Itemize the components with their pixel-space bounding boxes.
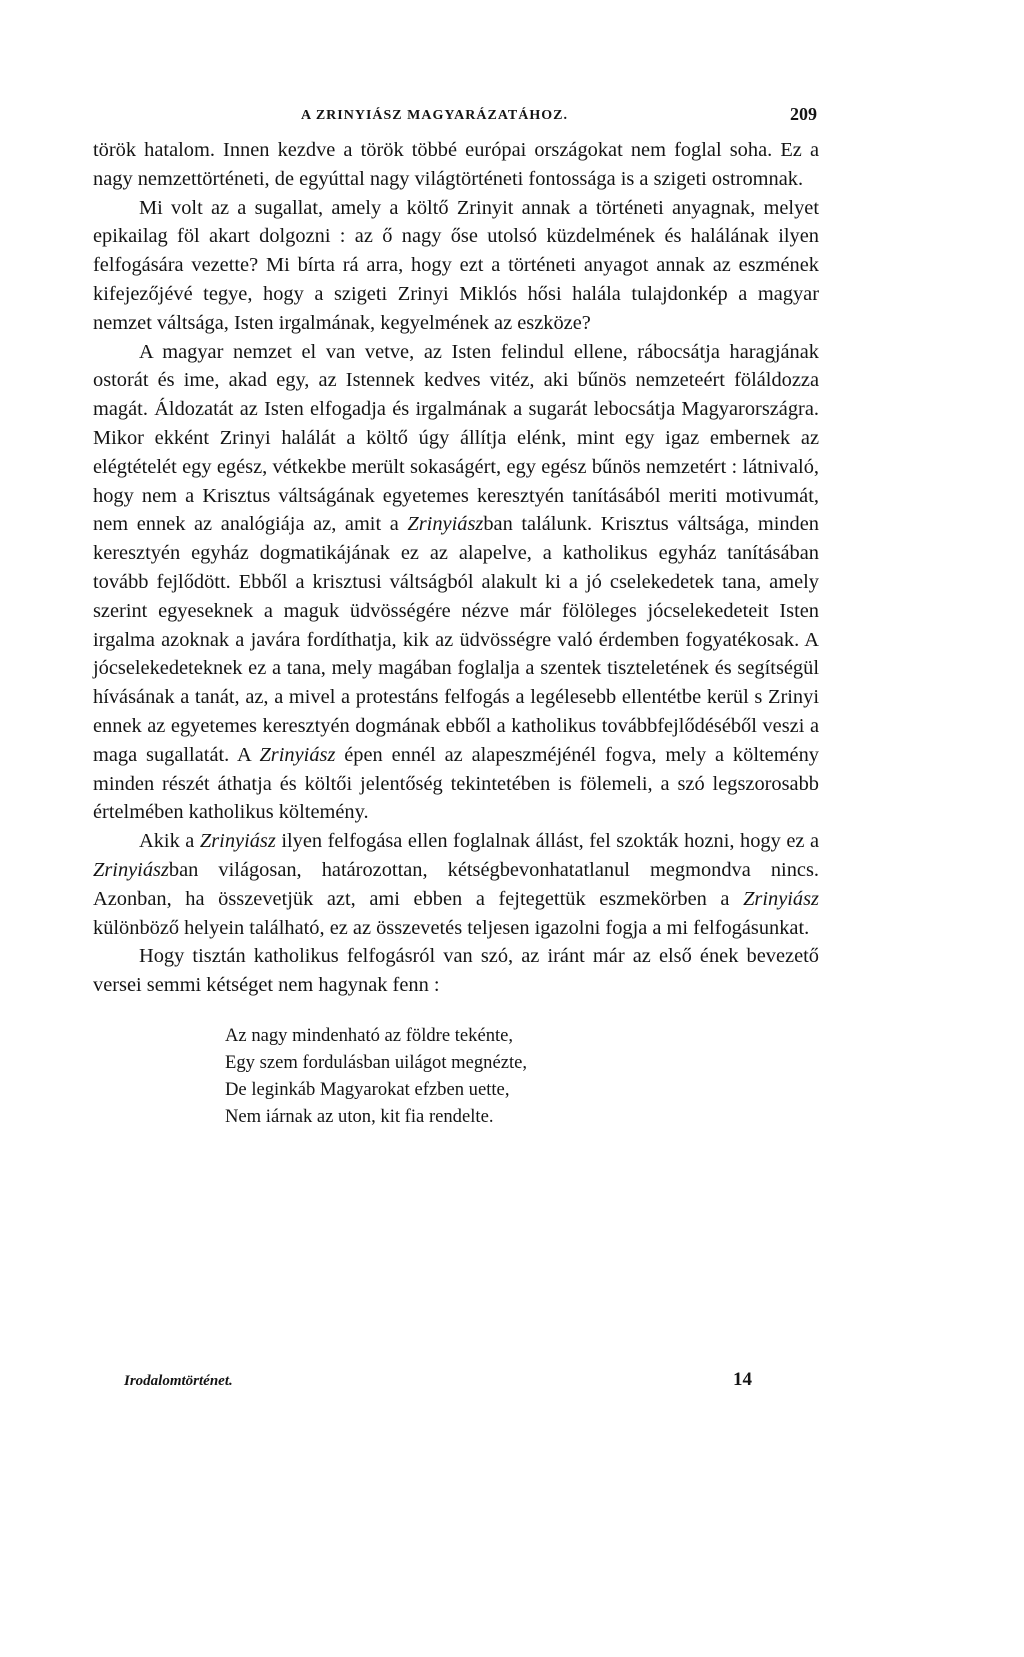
italic-title: Zrinyiász — [93, 858, 169, 881]
paragraph — [93, 338, 819, 828]
verse-quotation — [225, 1022, 819, 1130]
italic-title: Zrinyiász — [199, 830, 276, 853]
page-footer — [124, 1367, 752, 1397]
paragraph — [93, 194, 819, 338]
book-page — [93, 100, 819, 1130]
text-run: épen ennél az alapeszméjénél fogva, mely a költemény minden részét áthatja és költői jelentőség tekintetében is fölemeli, a szó legszorosabb értelmében katholikus költemény. — [93, 743, 819, 824]
text-run: Hogy tisztán katholikus felfogásról van szó, az iránt már az első ének bevezető versei semmi kétséget nem hagynak fenn : — [93, 945, 819, 997]
page-number: 209 — [790, 104, 817, 124]
verse-line: De leginkáb Magyarokat efzben uette, — [225, 1078, 510, 1100]
text-run: Akik a — [139, 830, 200, 853]
text-run: ban találunk. Krisztus váltsága, minden keresztyén egyház dogmatikájának ez az alapelve, a katholikus egyház tanításában tovább fejlődött. Ebből a krisztusi váltságból alakult ki a jó cselekedetek tana, amely szerint egyeseknek a maguk üdvösségére nézve már fölöleges jócselekedeteit Isten irgalma azoknak a javára fordíthatja, kik az üdvösségre való érdemben fogyatékosak. A jócselekedeteknek ez a tana, mely magában foglalja a szentek tiszteletének és segítségül hívásának a tanát, az, a mivel a protestáns felfogás a legélesebb ellentétbe kerül s Zrinyi ennek az egyetemes keresztyén dogmának ebből a katholikus továbbfejlődéséből veszi a maga sugallatát. A — [93, 513, 819, 766]
paragraph — [93, 827, 819, 942]
italic-title: Zrinyiász — [407, 513, 484, 536]
text-run: ilyen felfogása ellen foglalnak állást, fel szokták hozni, hogy ez a — [275, 830, 819, 853]
verse-line: Nem iárnak az uton, kit fia rendelte. — [225, 1105, 494, 1127]
italic-title: Zrinyiász — [743, 887, 819, 910]
running-head — [93, 100, 819, 136]
text-run: A magyar nemzet el van vetve, az Isten felindul ellene, rábocsátja haragjának ostorát és ime, akad egy, az Istennek kedves vitéz, aki bűnös nemzeteért föláldozza magát. Áldozatát az Isten elfogadja és irgalmának a sugarát lebocsátja Magyarországra. Mikor ekként Zrinyi halálát a költő úgy állítja elénk, mint egy igaz embernek az elégtételét egy egész, vétkekbe merült sokaságért, egy egész bűnös nemzetért : látnivaló, hogy nem a Krisztus váltságának egyetemes keresztyén tanításából meriti motivumát, nem ennek az analógiája az, amit a — [93, 340, 819, 536]
text-run: különböző helyein található, ez az összevetés teljesen igazolni fogja a mi felfogásunkat. — [93, 916, 810, 939]
running-title: A ZRINYIÁSZ MAGYARÁZATÁHOZ. — [301, 108, 568, 123]
verse-line: Egy szem fordulásban uilágot megnézte, — [225, 1051, 528, 1073]
text-run: Mi volt az a sugallat, amely a költő Zrinyit annak a történeti anyagnak, melyet epikailag föl akart dolgozni : az ő nagy őse utolsó küzdelmének és halálának ilyen felfogására vezette? Mi bírta rá arra, hogy ezt a történeti anyagot annak az eszmének kifejezőjévé tegye, hogy a szigeti Zrinyi Miklós hősi halála tulajdonkép a magyar nemzet váltsága, Isten irgalmának, kegyelmének az eszköze? — [93, 196, 819, 334]
verse-line: Az nagy mindenható az földre tekénte, — [225, 1024, 514, 1046]
paragraph — [93, 942, 819, 1000]
body-text — [93, 136, 819, 1000]
text-run: ban világosan, határozottan, kétségbevonhatatlanul megmondva nincs. Azonban, ha összevetjük azt, ami ebben a fejtegettük eszmekörben a — [93, 858, 819, 910]
italic-title: Zrinyiász — [259, 743, 336, 766]
text-run: török hatalom. Innen kezdve a török többé európai országokat nem foglal soha. Ez a nagy nemzettörténeti, de egyúttal nagy világtörténeti fontossága is a szigeti ostromnak. — [93, 139, 819, 190]
sheet-number: 14 — [733, 1369, 752, 1390]
signature-mark: Irodalomtörténet. — [124, 1373, 233, 1389]
paragraph — [93, 136, 819, 194]
